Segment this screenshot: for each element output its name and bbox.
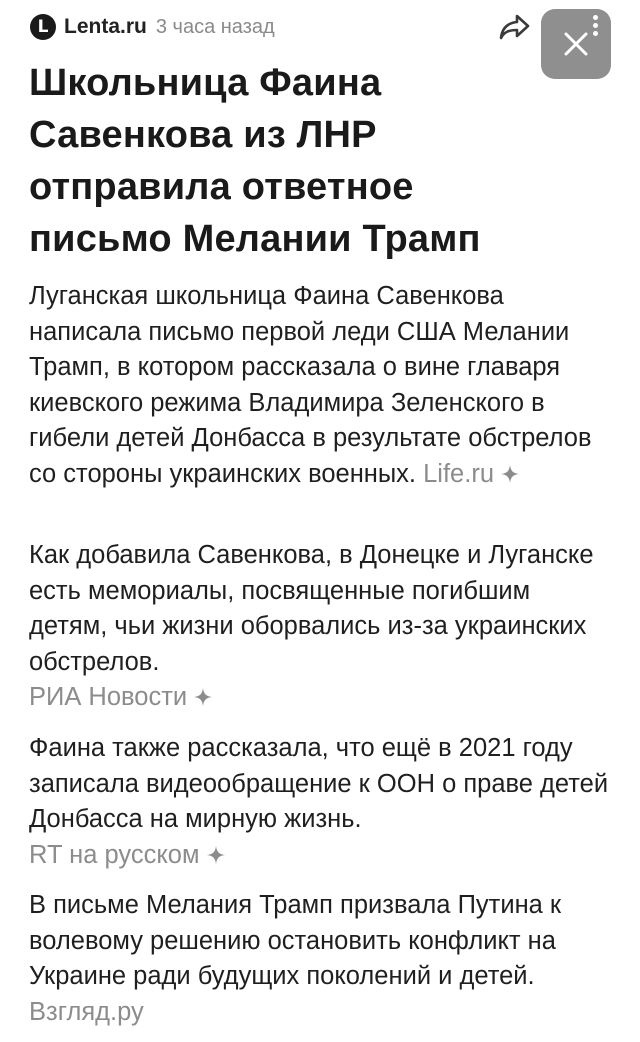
paragraph-4 [29, 888, 614, 1030]
share-icon [499, 13, 531, 41]
source-link-lifeRu[interactable]: Life.ru [423, 460, 520, 488]
article-header [30, 10, 275, 44]
source-link-rt[interactable]: RT на русском [29, 841, 226, 869]
close-icon [563, 31, 589, 57]
source-link-vzglyad[interactable]: Взгляд.ру [29, 997, 144, 1026]
article-title: Школьница Фаина Савенкова из ЛНР отправила ответное письмо Мелании Трамп [29, 62, 481, 260]
sparkle-icon [193, 687, 213, 707]
close-button[interactable] [541, 9, 611, 79]
paragraph-text: Фаина также рассказала, что ещё в 2021 году записала видеообращение к ООН о праве детей Донбасса на мирную жизнь. [29, 734, 609, 833]
paragraph-1 [29, 279, 614, 492]
source-name[interactable]: Lenta.ru [64, 15, 147, 38]
sparkle-icon [500, 464, 520, 484]
paragraph-text: Луганская школьница Фаина Савенкова написала письмо первой леди США Мелании Трамп, в котором рассказала о вине главаря киевского режима Владимира Зеленского в гибели детей Донбасса в результате обстрелов со стороны украинских военных. [29, 282, 592, 488]
paragraph-3 [29, 731, 614, 873]
paragraph-2 [29, 538, 614, 716]
source-logo [30, 14, 56, 40]
kebab-menu-icon[interactable] [593, 15, 598, 36]
sparkle-icon [206, 845, 226, 865]
source-link-ria[interactable]: РИА Новости [29, 683, 213, 711]
paragraph-text: В письме Мелания Трамп призвала Путина к волевому решению остановить конфликт на Украине ради будущих поколений и детей. [29, 891, 562, 990]
paragraph-text: Как добавила Савенкова, в Донецке и Луганске есть мемориалы, посвященные погибшим детям, чьи жизни оборвались из-за украинских обстрелов. [29, 541, 594, 676]
share-button[interactable] [498, 12, 532, 42]
publish-time: 3 часа назад [155, 15, 275, 38]
logo-letter: L [37, 17, 49, 37]
